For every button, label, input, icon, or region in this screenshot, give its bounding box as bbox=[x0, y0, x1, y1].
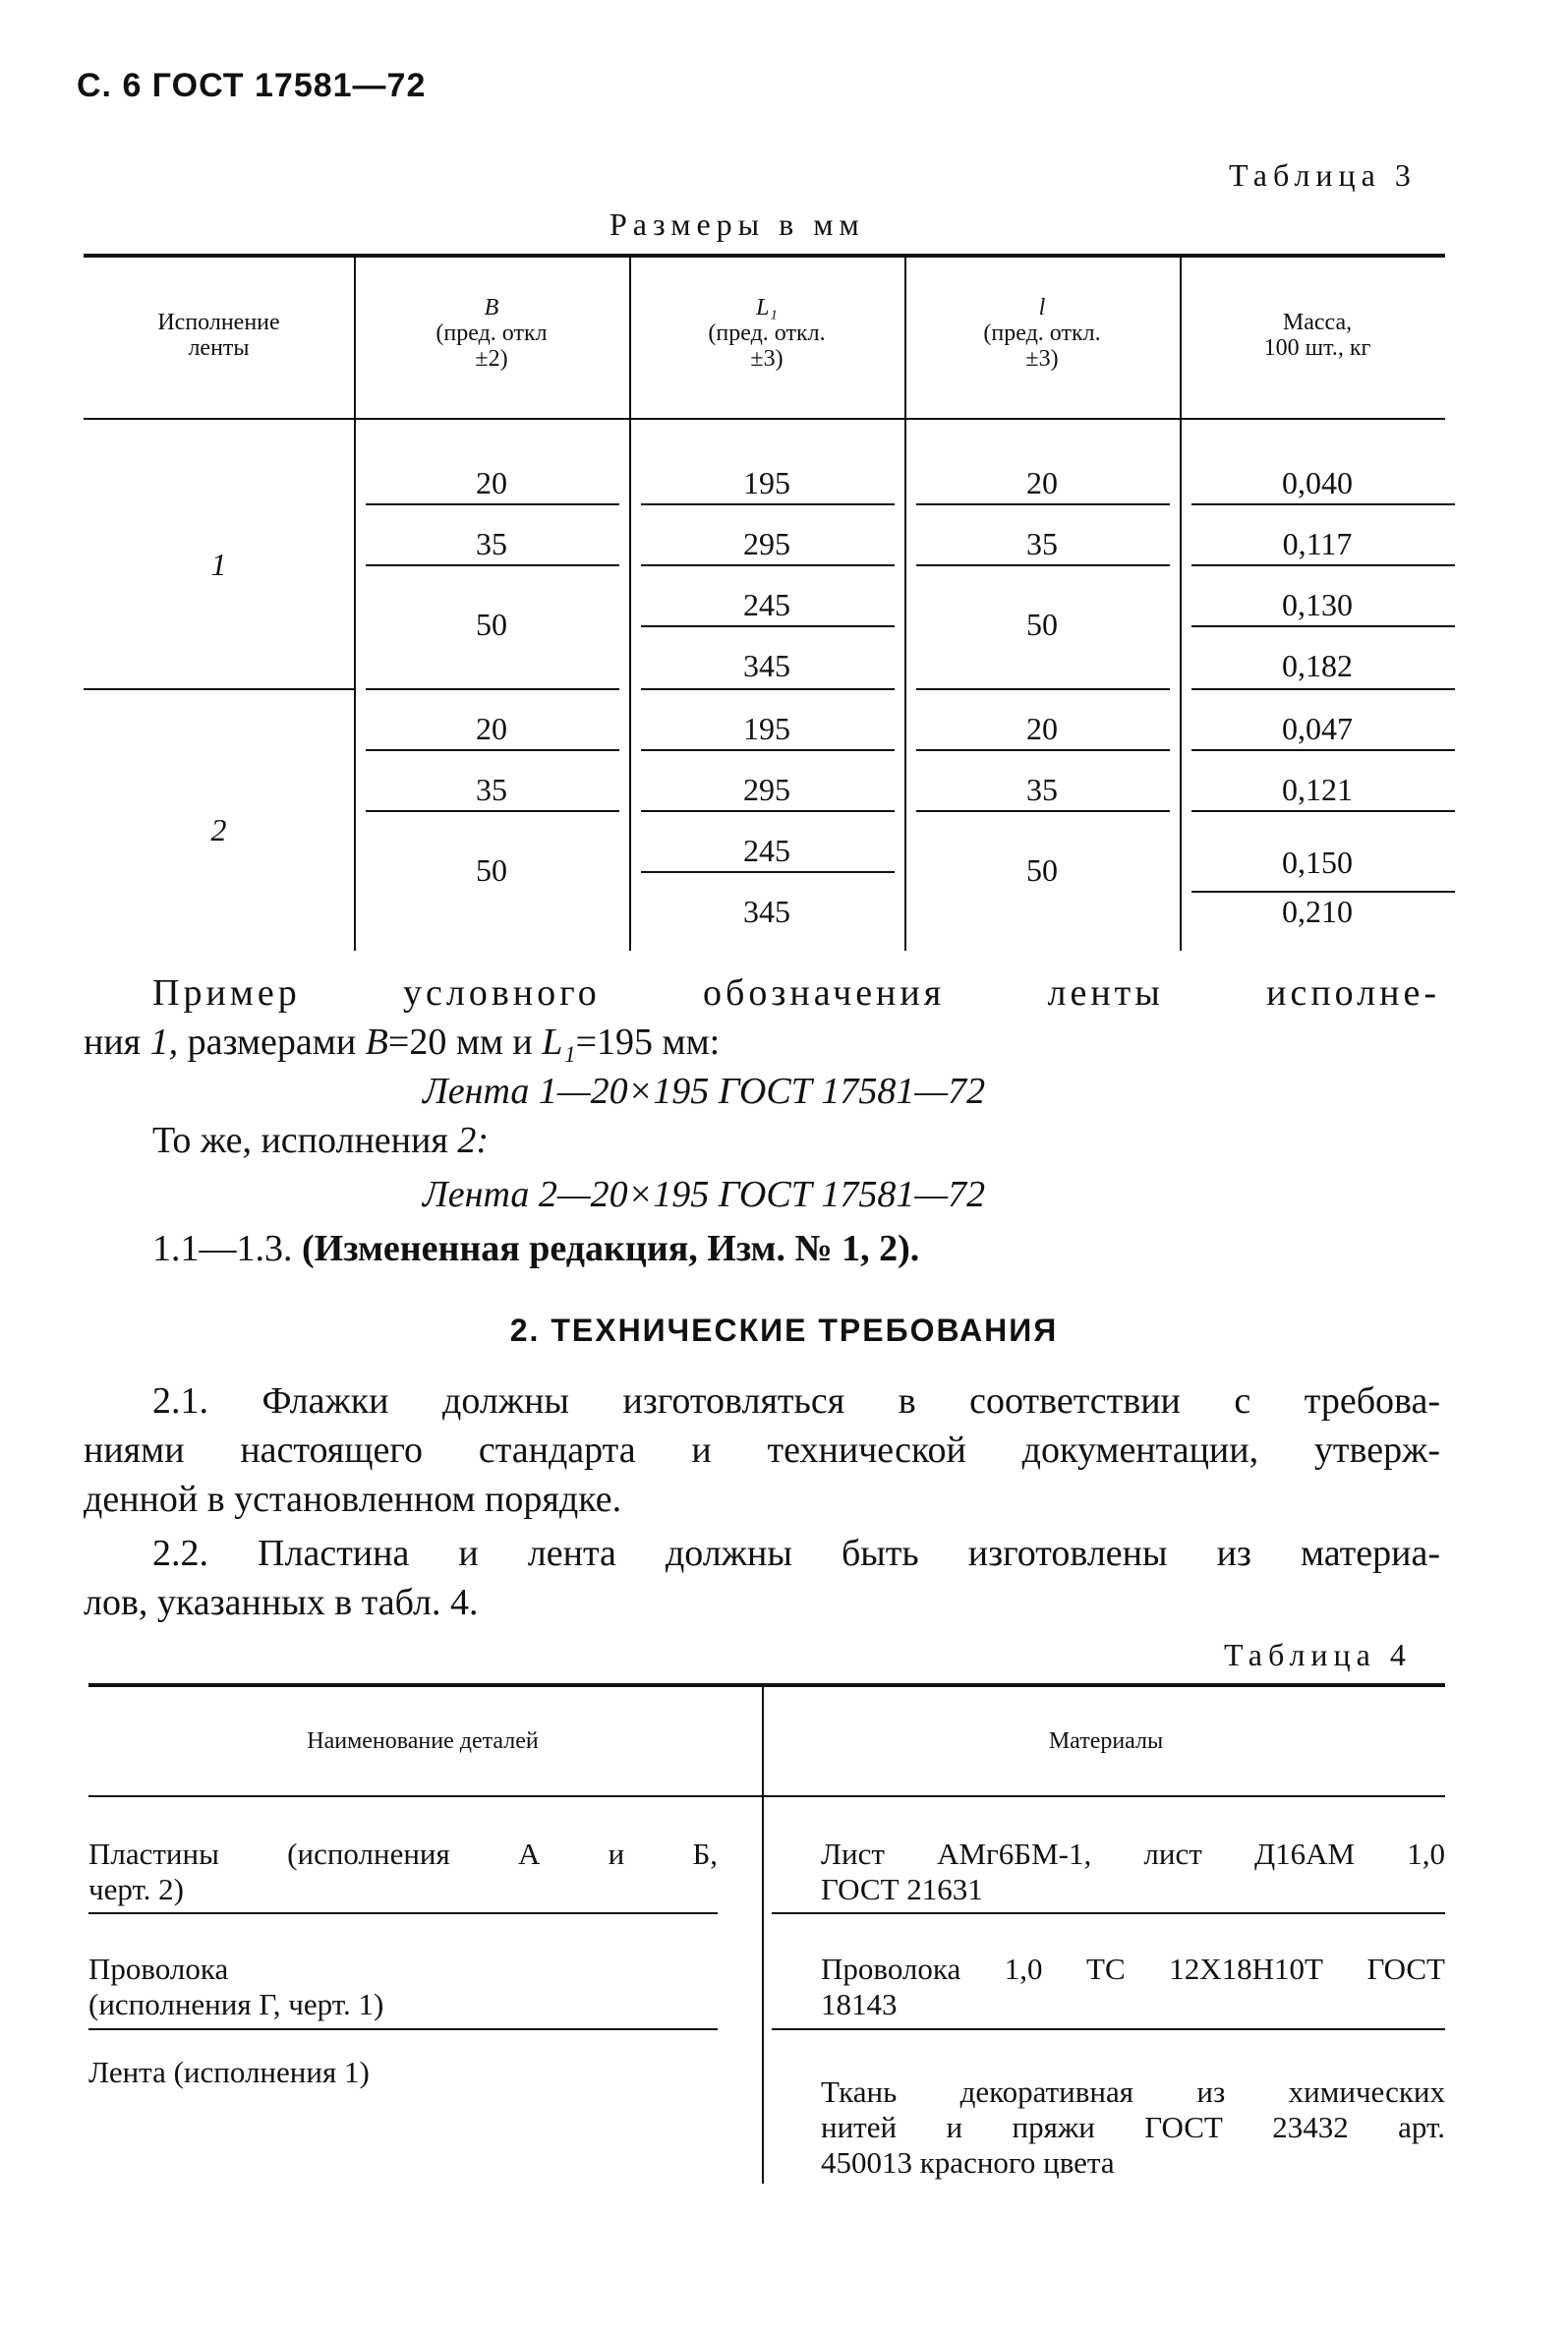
g1-r3-l: 50 bbox=[1026, 607, 1058, 642]
g1-r1-mass: 0,040 bbox=[1282, 465, 1353, 500]
g1-r1-b: 20 bbox=[476, 465, 507, 500]
th-part-name: Наименование деталей bbox=[307, 1728, 539, 1754]
page-header: С. 6 ГОСТ 17581—72 bbox=[77, 67, 427, 104]
p22-line2: лов, указанных в табл. 4. bbox=[84, 1582, 479, 1623]
th-b: B (пред. откл ±2) bbox=[436, 295, 548, 372]
p21-line1: 2.1. Флажки должны изготовляться в соответствии с требова- bbox=[152, 1380, 1440, 1422]
g2-r3-l1: 245 bbox=[743, 833, 790, 868]
t4-r1-material: Лист АМг6БМ-1, лист Д16АМ 1,0 ГОСТ 21631 bbox=[821, 1837, 1445, 1906]
g2-r1-mass: 0,047 bbox=[1282, 711, 1353, 746]
group2-execution: 2 bbox=[210, 812, 227, 847]
th-l: l (пред. откл. ±3) bbox=[983, 295, 1101, 372]
group1-execution: 1 bbox=[210, 547, 227, 582]
g2-r2-b: 35 bbox=[476, 772, 507, 807]
same-as-line: То же, исполнения 2: bbox=[152, 1120, 489, 1161]
g1-r3-b: 50 bbox=[476, 607, 507, 642]
table4-caption: Таблица 4 bbox=[1224, 1637, 1412, 1672]
p21-line3: денной в установленном порядке. bbox=[84, 1479, 622, 1520]
t4-r3-part: Лента (исполнения 1) bbox=[88, 2055, 370, 2089]
th-materials: Материалы bbox=[1048, 1728, 1164, 1754]
g1-r4-l1: 345 bbox=[743, 648, 790, 683]
p21-line2: ниями настоящего стандарта и технической документации, утверж- bbox=[84, 1430, 1440, 1471]
th-execution: Исполнение ленты bbox=[157, 310, 280, 361]
th-l1: L₁ (пред. откл. ±3) bbox=[708, 295, 826, 372]
t4-r2-part: Проволока (исполнения Г, черт. 1) bbox=[88, 1952, 384, 2021]
clause-amendment: 1.1—1.3. (Измененная редакция, Изм. № 1, 2). bbox=[152, 1228, 920, 1269]
g1-r1-l1: 195 bbox=[743, 465, 790, 500]
g2-r2-l: 35 bbox=[1026, 772, 1058, 807]
table3-caption: Таблица 3 bbox=[1229, 157, 1417, 193]
designation-2: Лента 2—20×195 ГОСТ 17581—72 bbox=[423, 1174, 986, 1215]
g2-r3-l: 50 bbox=[1026, 852, 1058, 888]
example-line1: Пример условного обозначения ленты исполне- bbox=[152, 972, 1440, 1014]
t4-r1-part: Пластины (исполнения А и Б, черт. 2) bbox=[88, 1837, 718, 1906]
g2-r3-b: 50 bbox=[476, 852, 507, 888]
g2-r2-mass: 0,121 bbox=[1282, 772, 1353, 807]
table3-units: Размеры в мм bbox=[610, 206, 865, 242]
g1-r3-l1: 245 bbox=[743, 587, 790, 622]
g1-r2-mass: 0,117 bbox=[1282, 526, 1353, 561]
section2-title: 2. ТЕХНИЧЕСКИЕ ТРЕБОВАНИЯ bbox=[509, 1313, 1059, 1348]
g1-r2-b: 35 bbox=[476, 526, 507, 561]
g1-r1-l: 20 bbox=[1026, 465, 1058, 500]
g1-r2-l1: 295 bbox=[743, 526, 790, 561]
g2-r1-b: 20 bbox=[476, 711, 507, 746]
g1-r2-l: 35 bbox=[1026, 526, 1058, 561]
g1-r3-mass: 0,130 bbox=[1282, 587, 1353, 622]
g2-r3-mass: 0,150 bbox=[1282, 845, 1353, 880]
g2-r4-l1: 345 bbox=[743, 894, 790, 929]
g1-r4-mass: 0,182 bbox=[1282, 648, 1353, 683]
th-mass: Масса, 100 шт., кг bbox=[1263, 310, 1371, 361]
t4-r3-material: Ткань декоративная из химических нитей и пряжи ГОСТ 23432 арт. 450013 красного цвета bbox=[821, 2074, 1445, 2180]
p22-line1: 2.2. Пластина и лента должны быть изготовлены из материа- bbox=[152, 1533, 1440, 1574]
g2-r1-l: 20 bbox=[1026, 711, 1058, 746]
example-line2: ния 1, размерами B=20 мм и L₁=195 мм: bbox=[84, 1022, 721, 1063]
designation-1: Лента 1—20×195 ГОСТ 17581—72 bbox=[423, 1071, 986, 1112]
t4-r2-material: Проволока 1,0 ТС 12Х18Н10Т ГОСТ 18143 bbox=[821, 1952, 1445, 2021]
g2-r4-mass: 0,210 bbox=[1282, 894, 1353, 929]
g2-r1-l1: 195 bbox=[743, 711, 790, 746]
g2-r2-l1: 295 bbox=[743, 772, 790, 807]
